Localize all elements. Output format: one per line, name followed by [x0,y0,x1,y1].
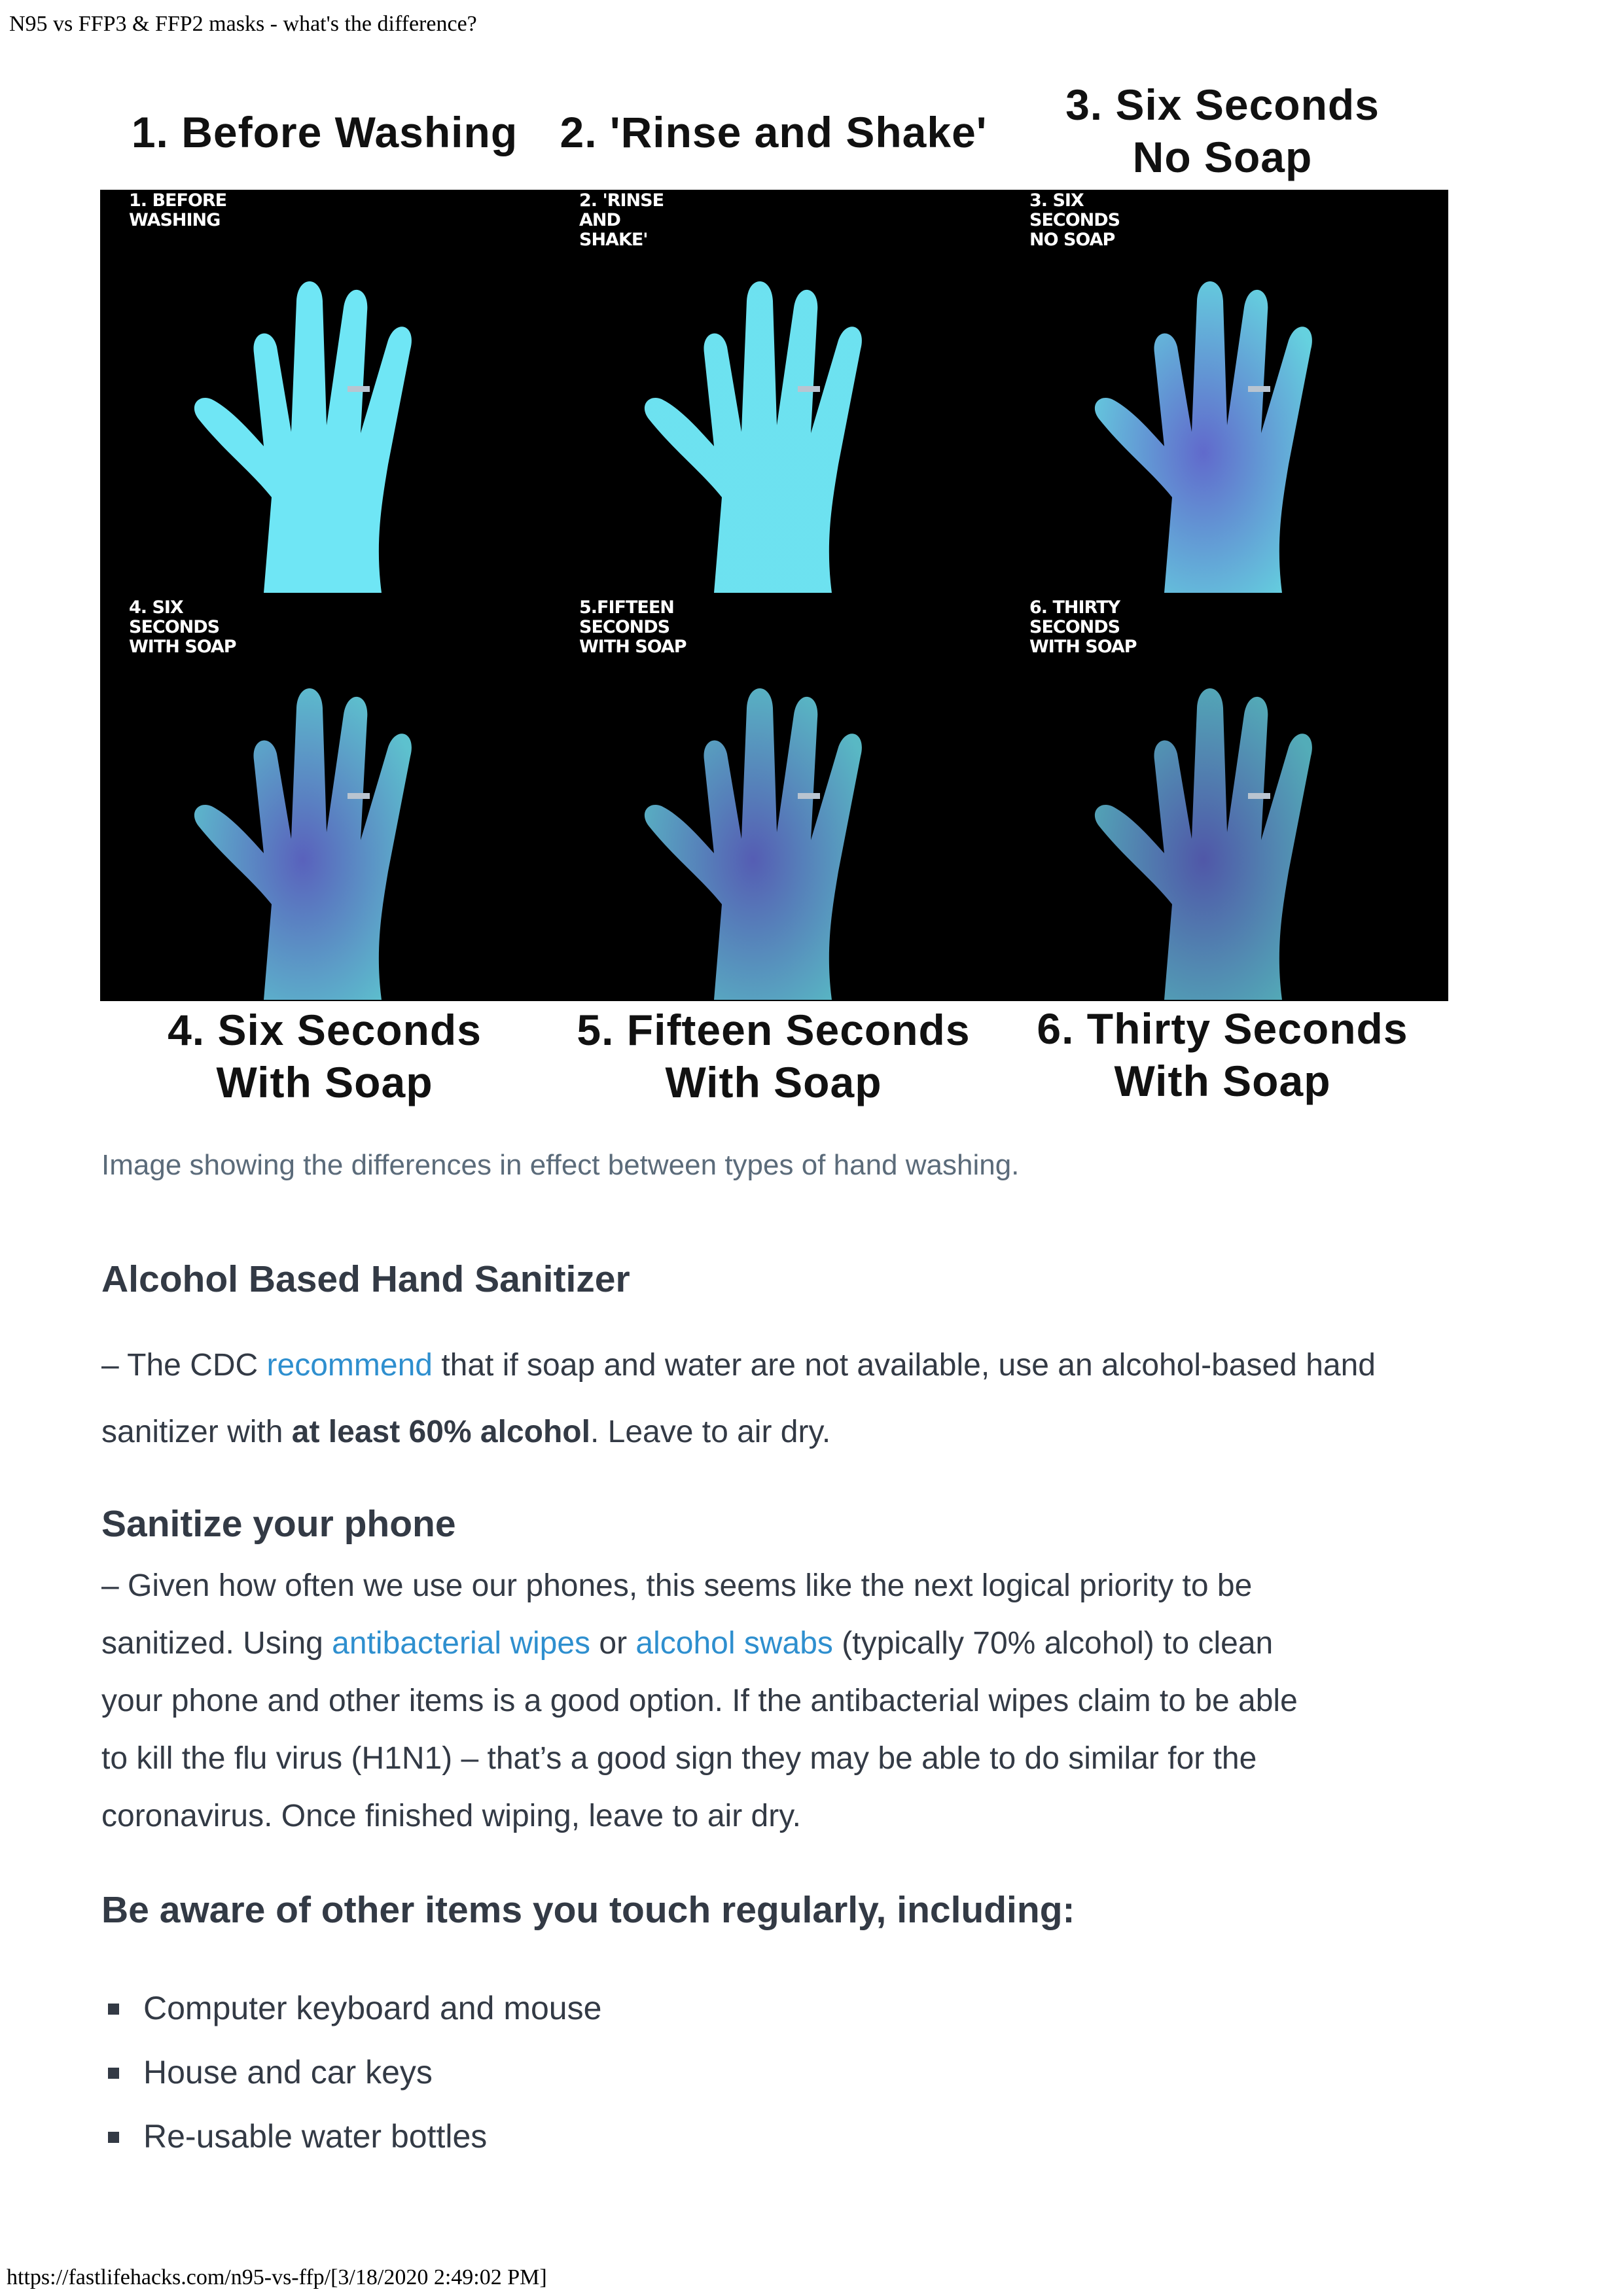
antibacterial-wipes-link[interactable]: antibacterial wipes [332,1626,591,1661]
photo-panel-3 [1001,190,1447,593]
panel-label-6: 6. THIRTY SECONDS WITH SOAP [1029,597,1137,657]
text-segment: or [590,1626,636,1661]
square-bullet-icon [108,2132,119,2143]
text-segment: that if soap and water are not available, use an alcohol-based hand [432,1348,1376,1383]
hand-photo-1 [100,190,546,593]
phone-line-3: your phone and other items is a good option. If the antibacterial wipes claim to be able [101,1684,1298,1718]
image-caption: Image showing the differences in effect between types of hand washing. [101,1149,1020,1181]
hand-shape [1095,281,1312,593]
hand-photo-3 [1001,190,1447,593]
square-bullet-icon [108,2004,119,2015]
hand-shape [645,281,862,593]
sanitizer-paragraph [101,1332,1469,1466]
phone-line-2 [101,1615,1469,1672]
panel-label-3: 3. SIX SECONDS NO SOAP [1029,190,1120,250]
caption-rinse-shake: 2. 'Rinse and Shake' [560,108,988,156]
phone-line-4: to kill the flu virus (H1N1) – that’s a good sign they may be able to do similar for the [101,1741,1257,1776]
list-item-text: Re-usable water bottles [143,2118,488,2155]
ring-icon [348,386,370,392]
heading-items-you-touch: Be aware of other items you touch regularly, including: [101,1889,1075,1931]
square-bullet-icon [108,2068,119,2079]
hand-photo-2 [550,190,997,593]
panel-label-4: 4. SIX SECONDS WITH SOAP [129,597,236,657]
heading-sanitize-phone: Sanitize your phone [101,1503,456,1545]
caption-six-seconds-no-soap: 3. Six Seconds No Soap [1065,80,1380,181]
phone-line-1: – Given how often we use our phones, this seems like the next logical priority to be [101,1568,1253,1603]
photo-panel-6 [1001,597,1447,1000]
caption-thirty-seconds-soap: 6. Thirty Seconds With Soap [1037,1004,1408,1105]
ring-icon [1248,386,1270,392]
heading-hand-sanitizer: Alcohol Based Hand Sanitizer [101,1258,630,1300]
hand-photo-6 [1001,597,1447,1000]
ring-icon [798,793,820,799]
figure-top-captions [100,72,1448,190]
figure-bottom-captions [100,1001,1448,1119]
text-segment: sanitizer with [101,1415,292,1449]
caption-six-seconds-soap: 4. Six Seconds With Soap [168,1006,482,1106]
hand-photo-5 [550,597,997,1000]
caption-before-washing: 1. Before Washing [131,108,518,156]
ring-icon [348,793,370,799]
photo-panel-5 [550,597,997,1000]
print-header: N95 vs FFP3 & FFP2 masks - what's the difference? [9,12,477,36]
panel-label-1: 1. BEFORE WASHING [129,190,227,230]
alcohol-swabs-link[interactable]: alcohol swabs [635,1626,833,1661]
ring-icon [1248,793,1270,799]
photo-panel-2 [550,190,997,593]
hand-washing-figure [100,72,1448,1119]
hand-shape [194,688,412,1000]
phone-paragraph [101,1557,1469,1845]
panel-label-2: 2. 'RINSE AND SHAKE' [579,190,664,250]
list-item-text: House and car keys [143,2054,433,2091]
hand-photo-grid [100,190,1448,1001]
text-segment: (typically 70% alcohol) to clean [832,1626,1274,1661]
text-segment: sanitized. Using [101,1626,332,1661]
hand-shape [1095,688,1312,1000]
panel-label-5: 5.FIFTEEN SECONDS WITH SOAP [579,597,687,657]
hand-shape [645,688,862,1000]
sanitizer-line-1 [101,1332,1469,1399]
text-segment: – The CDC [101,1348,267,1383]
sanitizer-line-2 [101,1399,1469,1466]
recommend-link[interactable]: recommend [266,1348,433,1383]
caption-fifteen-seconds-soap: 5. Fifteen Seconds With Soap [577,1006,971,1106]
hand-photo-4 [100,597,546,1000]
photo-panel-1 [100,190,546,593]
alcohol-percentage-bold: at least 60% alcohol [291,1415,590,1449]
print-footer: https://fastlifehacks.com/n95-vs-ffp/[3/18/2020 2:49:02 PM] [7,2265,547,2289]
list-item-text: Computer keyboard and mouse [143,1990,602,2026]
text-segment: . Leave to air dry. [590,1415,831,1449]
phone-line-5: coronavirus. Once finished wiping, leave to air dry. [101,1799,801,1833]
hand-shape [194,281,412,593]
ring-icon [798,386,820,392]
photo-panel-4 [100,597,546,1000]
